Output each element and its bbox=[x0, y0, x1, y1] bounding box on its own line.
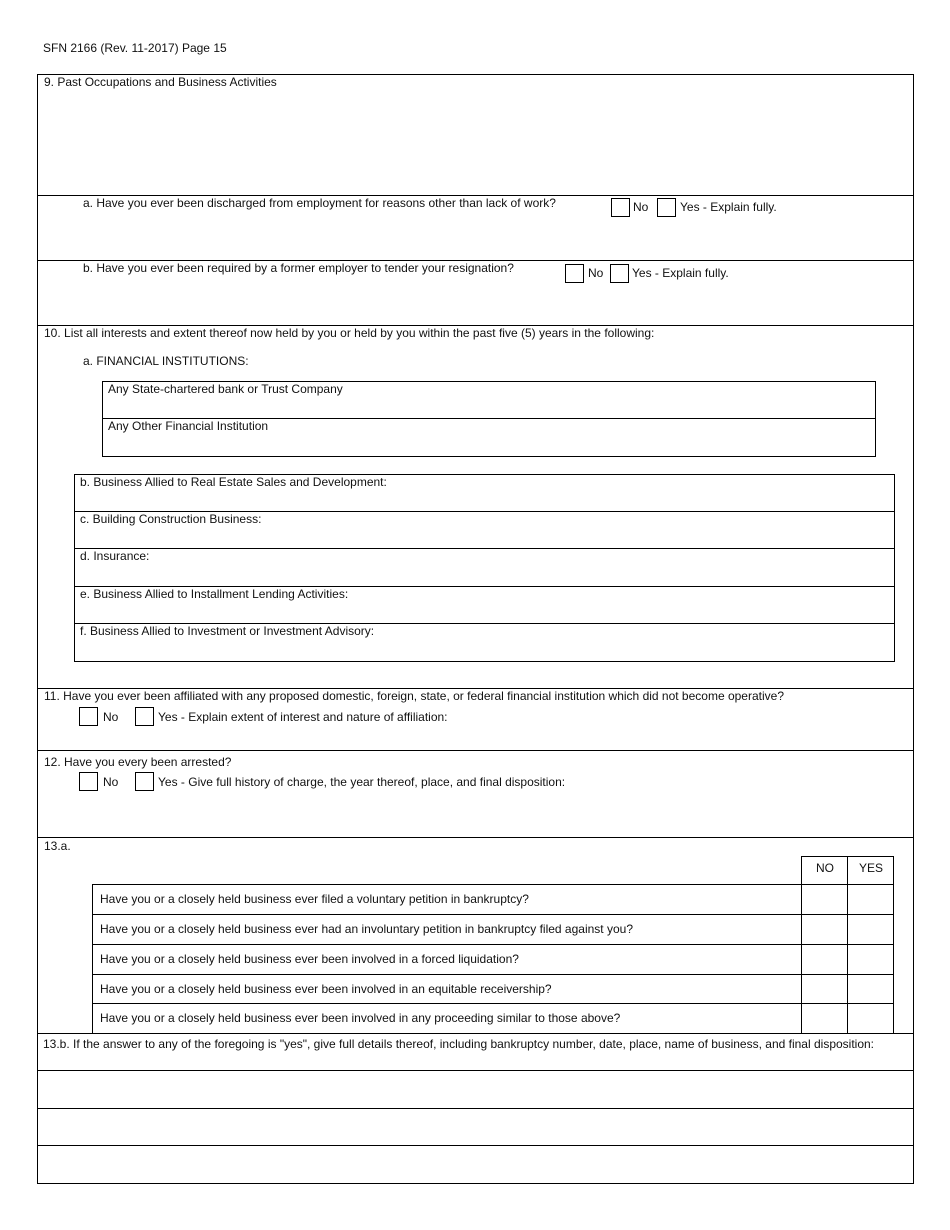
q13a-row-yes-cell[interactable] bbox=[848, 1004, 893, 1033]
q13a-row-question: Have you or a closely held business ever been involved in an equitable receivership? bbox=[100, 982, 552, 996]
q13a-label: 13.a. bbox=[44, 839, 71, 853]
q10a-label: a. FINANCIAL INSTITUTIONS: bbox=[83, 354, 249, 368]
q11-no-checkbox[interactable] bbox=[79, 707, 98, 726]
divider bbox=[92, 914, 894, 915]
business-row-label: c. Building Construction Business: bbox=[80, 512, 262, 526]
q13a-row-question: Have you or a closely held business ever been involved in any proceeding similar to those above? bbox=[100, 1011, 621, 1025]
fin-row-label: Any Other Financial Institution bbox=[108, 419, 269, 433]
q13a-row-yes-cell[interactable] bbox=[848, 885, 893, 914]
q13a-row-question: Have you or a closely held business ever had an involuntary petition in bankruptcy filed against you? bbox=[100, 922, 633, 936]
business-row-field[interactable] bbox=[75, 639, 894, 661]
q9b-yes-checkbox[interactable] bbox=[610, 264, 629, 283]
q9b-no-checkbox[interactable] bbox=[565, 264, 584, 283]
q12-yes-label: Yes - Give full history of charge, the year thereof, place, and final disposition: bbox=[158, 775, 566, 789]
q9a-no-checkbox[interactable] bbox=[611, 198, 630, 217]
q9b-no-label: No bbox=[588, 266, 604, 280]
q13b-text: 13.b. If the answer to any of the foregoing is "yes", give full details thereof, including bankruptcy number, date, place, name of business, and final disposition: bbox=[43, 1037, 875, 1051]
business-row-label: f. Business Allied to Investment or Investment Advisory: bbox=[80, 624, 375, 638]
divider bbox=[37, 1033, 914, 1034]
q9a-question: a. Have you ever been discharged from employment for reasons other than lack of work? bbox=[83, 196, 556, 210]
q13b-answer-line[interactable] bbox=[38, 1146, 912, 1182]
q9a-yes-checkbox[interactable] bbox=[657, 198, 676, 217]
q13a-row-no-cell[interactable] bbox=[802, 975, 847, 1003]
q12-no-checkbox[interactable] bbox=[79, 772, 98, 791]
q9b-question: b. Have you ever been required by a former employer to tender your resignation? bbox=[83, 261, 514, 275]
q13a-row-no-cell[interactable] bbox=[802, 915, 847, 944]
q12-no-label: No bbox=[103, 775, 119, 789]
q13b-answer-line[interactable] bbox=[38, 1071, 912, 1107]
business-row-field[interactable] bbox=[75, 564, 894, 585]
divider bbox=[74, 548, 895, 549]
q13a-row-question: Have you or a closely held business ever filed a voluntary petition in bankruptcy? bbox=[100, 892, 529, 906]
form-id: SFN 2166 (Rev. 11-2017) Page 15 bbox=[43, 41, 227, 55]
q9a-no-label: No bbox=[633, 200, 649, 214]
col-no-header: NO bbox=[816, 861, 834, 875]
business-row-field[interactable] bbox=[75, 490, 894, 510]
business-row-label: d. Insurance: bbox=[80, 549, 150, 563]
col-yes-header: YES bbox=[859, 861, 884, 875]
q9-title: 9. Past Occupations and Business Activities bbox=[44, 75, 277, 89]
business-row-label: e. Business Allied to Installment Lending Activities: bbox=[80, 587, 349, 601]
business-row-field[interactable] bbox=[75, 527, 894, 547]
q12-question: 12. Have you every been arrested? bbox=[44, 755, 232, 769]
q9a-yes-label: Yes - Explain fully. bbox=[680, 200, 777, 214]
divider bbox=[92, 974, 894, 975]
divider bbox=[92, 944, 894, 945]
fin-row-label: Any State-chartered bank or Trust Company bbox=[108, 382, 343, 396]
fin-row-field[interactable] bbox=[103, 434, 875, 455]
q12-answer-area[interactable] bbox=[38, 794, 912, 836]
q9b-answer-area[interactable] bbox=[38, 284, 912, 324]
q13a-row-no-cell[interactable] bbox=[802, 945, 847, 974]
q12-yes-checkbox[interactable] bbox=[135, 772, 154, 791]
divider bbox=[37, 837, 914, 838]
fin-row-field[interactable] bbox=[103, 397, 875, 417]
q13b-answer-line[interactable] bbox=[38, 1109, 912, 1145]
divider bbox=[92, 1003, 894, 1004]
q13a-row-no-cell[interactable] bbox=[802, 885, 847, 914]
q9a-answer-area[interactable] bbox=[38, 218, 912, 259]
q11-yes-checkbox[interactable] bbox=[135, 707, 154, 726]
q13a-row-yes-cell[interactable] bbox=[848, 915, 893, 944]
q11-answer-area[interactable] bbox=[38, 728, 912, 749]
divider bbox=[37, 750, 914, 751]
q9b-yes-label: Yes - Explain fully. bbox=[632, 266, 729, 280]
q13a-row-no-cell[interactable] bbox=[802, 1004, 847, 1033]
business-row-label: b. Business Allied to Real Estate Sales and Development: bbox=[80, 475, 387, 489]
q13a-row-yes-cell[interactable] bbox=[848, 945, 893, 974]
q13a-row-question: Have you or a closely held business ever been involved in a forced liquidation? bbox=[100, 952, 519, 966]
q11-no-label: No bbox=[103, 710, 119, 724]
business-row-field[interactable] bbox=[75, 602, 894, 622]
q11-question: 11. Have you ever been affiliated with any proposed domestic, foreign, state, or federal financial institution which did not become operative? bbox=[44, 689, 784, 703]
q13a-row-yes-cell[interactable] bbox=[848, 975, 893, 1003]
q10-title: 10. List all interests and extent thereof now held by you or held by you within the past five (5) years in the following: bbox=[44, 326, 655, 340]
q9-answer-area[interactable] bbox=[38, 89, 912, 194]
q11-yes-label: Yes - Explain extent of interest and nature of affiliation: bbox=[158, 710, 448, 724]
